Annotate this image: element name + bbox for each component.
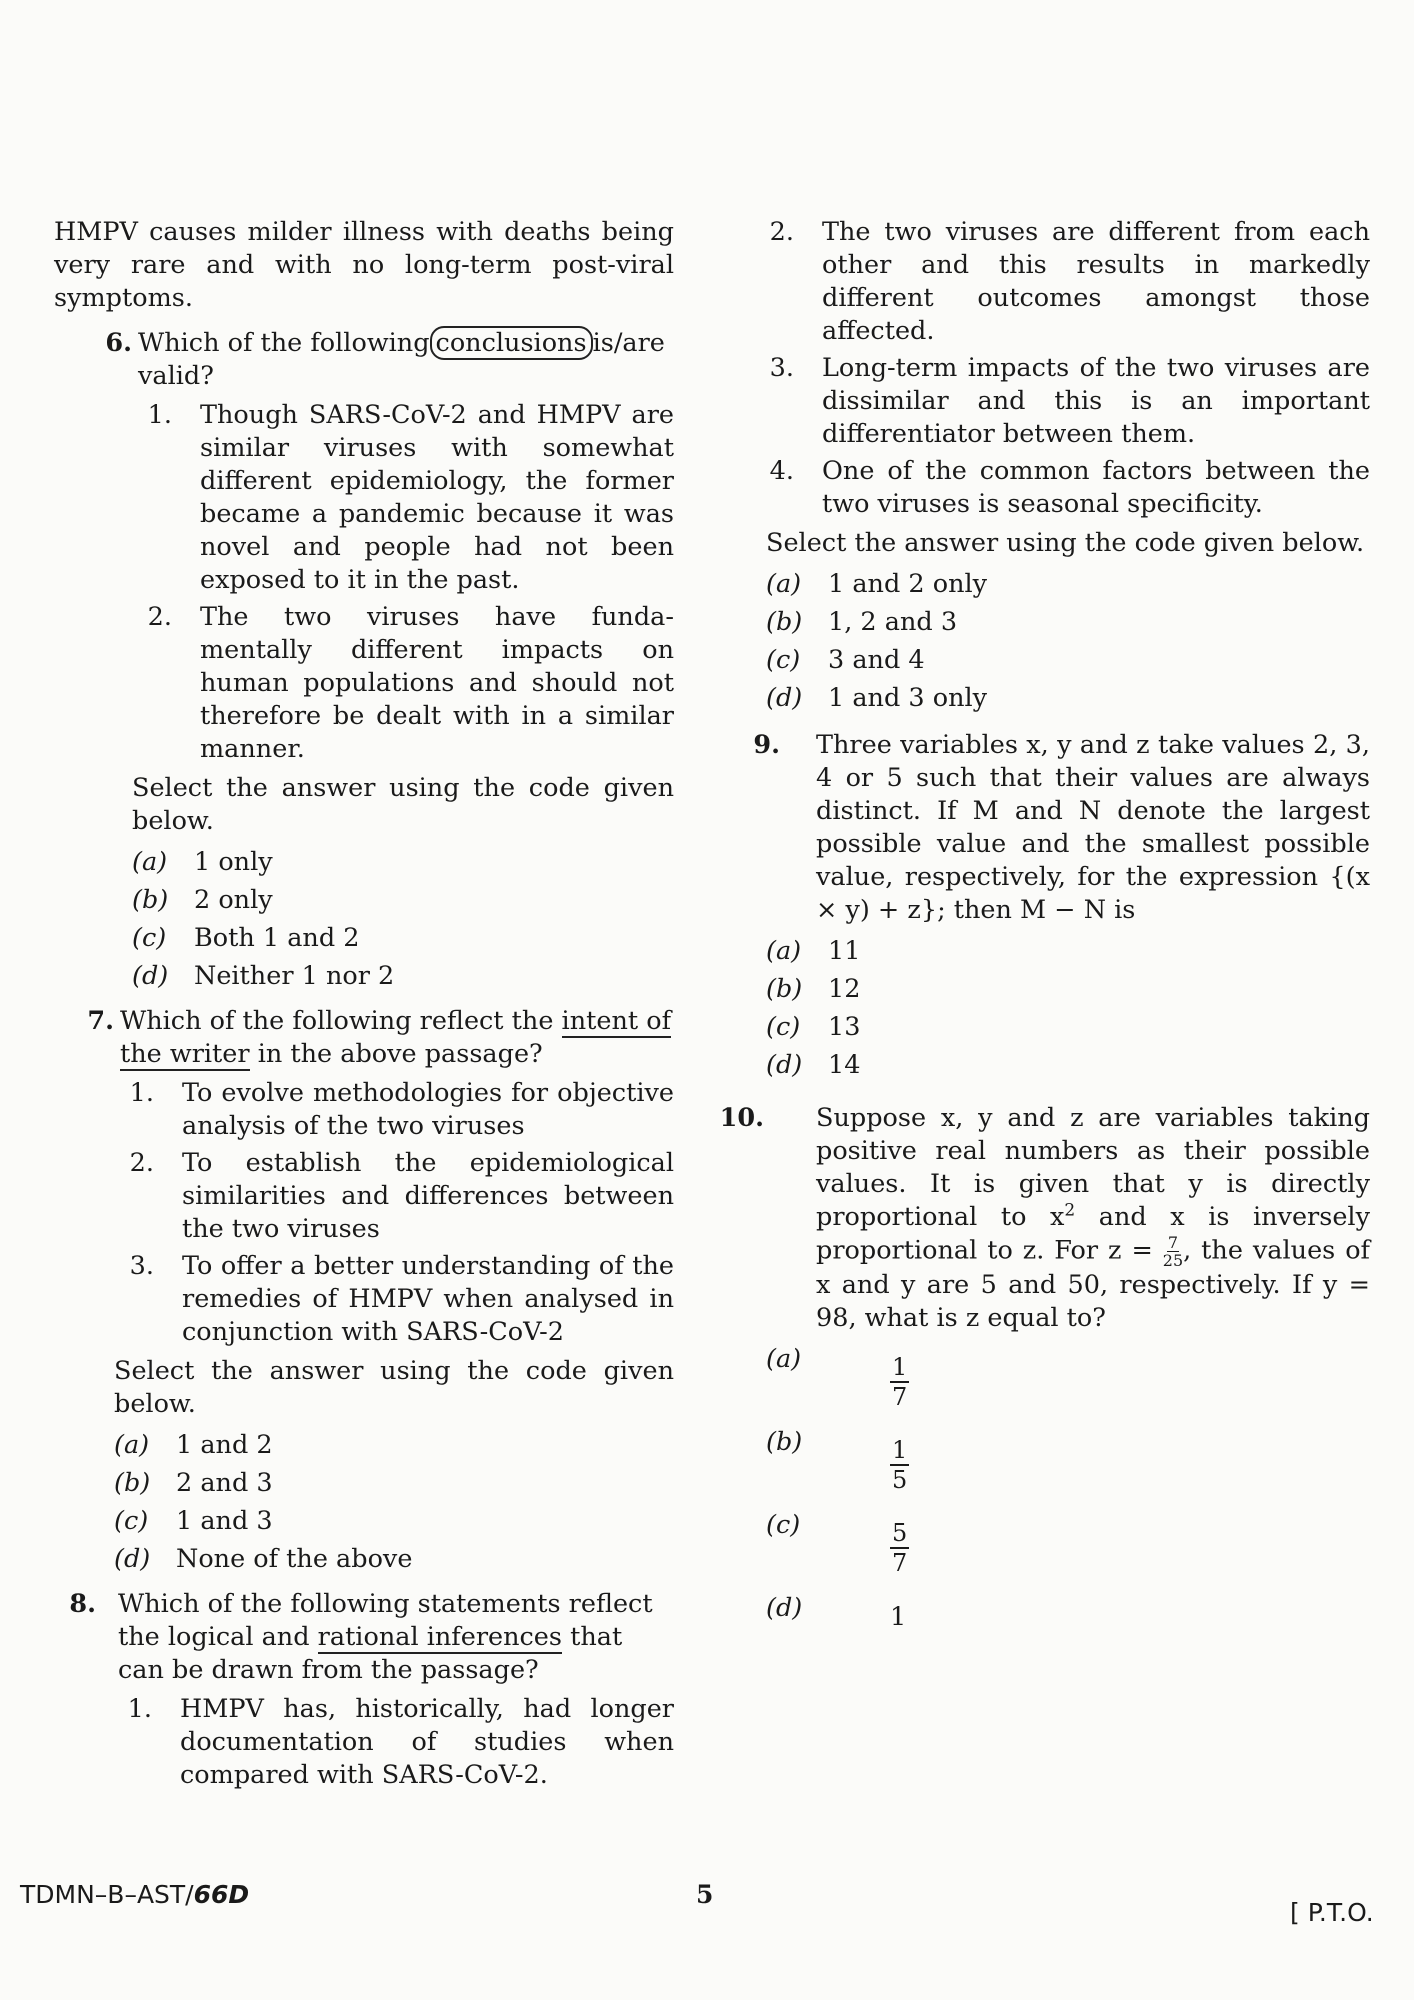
underlined-phrase: intent of the writer <box>120 1006 672 1069</box>
statement-list <box>118 1693 674 1792</box>
option[interactable]: (b) 2 and 3 <box>114 1468 273 1498</box>
option[interactable]: (c) 3 and 4 <box>766 645 925 675</box>
option[interactable]: (c) 1 and 3 <box>114 1506 273 1536</box>
statement: 2. The two viruses are different from each other and this results in markedly different outcomes amongst those affected. <box>769 217 1370 346</box>
question-10 <box>719 1102 1371 1642</box>
question-stem: Suppose x, y and z are variables taking positive real numbers as their possible values. It is given that y is directly proportional to $x^2$ and x is inversely proportional to z. For z = $\frac{7}{25}$ , the values of x and y are 5 and 50, respectively. If y = 98, what is z equal to? <box>816 1103 1371 1333</box>
right-column <box>719 216 1371 1647</box>
question-stem: Which of the following statements reflect the logical and rational inferences that can be drawn from the passage? <box>118 1589 653 1685</box>
option[interactable]: (d) 1 <box>766 1593 907 1632</box>
statement: 1. To evolve methodologies for objective analysis of the two viruses <box>129 1078 674 1141</box>
option[interactable]: (c) 13 <box>766 1012 861 1042</box>
statement: 2. The two viruses have funda-mentally different impacts on human populations and should not therefore be dealt with in a similar manner. <box>147 602 674 764</box>
option[interactable]: (b) 2 only <box>132 885 273 915</box>
booklet-code: TDMN–B–AST/66D <box>20 1880 250 1909</box>
question-6 <box>54 327 674 993</box>
option[interactable]: (b) 1, 2 and 3 <box>766 607 958 637</box>
statement: 3. Long-term impacts of the two viruses are dissimilar and this is an important differentiator between them. <box>769 353 1370 449</box>
statement-list-continued <box>760 216 1370 521</box>
fraction: $\frac{5}{7}$ <box>892 1519 908 1577</box>
question-8 <box>54 1588 674 1792</box>
question-number: 6. <box>105 328 132 358</box>
passage-continuation: HMPV causes milder illness with deaths being very rare and with no long-term post-viral symptoms. <box>54 217 674 313</box>
option[interactable]: (a) $\frac{1}{7}$ <box>766 1344 908 1411</box>
option-list <box>114 1429 674 1576</box>
z-fraction: $\frac{7}{25}$ <box>1162 1233 1184 1270</box>
question-number: 8. <box>69 1589 96 1619</box>
statement: 3. To offer a better understanding of the remedies of HMPV when analysed in conjunction with SARS-CoV-2 <box>129 1251 674 1347</box>
option[interactable]: (d) None of the above <box>114 1544 413 1574</box>
instruction: Select the answer using the code given below. <box>766 528 1365 558</box>
statement: 2. To establish the epidemiological similarities and differences between the two viruses <box>129 1148 674 1244</box>
question-7 <box>54 1005 674 1576</box>
page-number: 5 <box>696 1880 714 1909</box>
option[interactable]: (b) $\frac{1}{5}$ <box>766 1427 908 1494</box>
question-stem: Which of the following conclusions is/are valid? <box>138 328 665 391</box>
question-stem: Three variables x, y and z take values 2, 3, 4 or 5 such that their values are always distinct. If M and N denote the largest possible value and the smallest possible value, respectively, for the expression {(x × y) + z}; then M − N is <box>816 730 1370 925</box>
statement: 1. Though SARS-CoV-2 and HMPV are similar viruses with somewhat different epidemiology, the former became a pandemic because it was novel and people had not been exposed to it in the past. <box>147 400 674 595</box>
statement: 1. HMPV has, historically, had longer documentation of studies when compared with SARS-CoV-2. <box>127 1694 674 1790</box>
left-column <box>54 216 674 1796</box>
option[interactable]: (b) 12 <box>766 974 861 1004</box>
circled-word: conclusions <box>430 326 593 360</box>
option[interactable]: (c) Both 1 and 2 <box>132 923 360 953</box>
exponent: 2 <box>1064 1200 1076 1221</box>
statement: 4. One of the common factors between the two viruses is seasonal specificity. <box>769 456 1370 519</box>
question-number: 9. <box>753 730 780 760</box>
question-number: 7. <box>87 1006 114 1036</box>
option[interactable]: (d) 1 and 3 only <box>766 683 988 713</box>
option[interactable]: (d) 14 <box>766 1050 861 1080</box>
option-list <box>766 568 1370 715</box>
option[interactable]: (c) $\frac{5}{7}$ <box>766 1510 908 1577</box>
option[interactable]: (d) Neither 1 nor 2 <box>132 961 395 991</box>
question-9 <box>753 729 1370 1082</box>
option[interactable]: (a) 11 <box>766 936 861 966</box>
statement-list <box>120 1077 674 1349</box>
option-list <box>766 935 1370 1082</box>
option[interactable]: (a) 1 only <box>132 847 273 877</box>
instruction: Select the answer using the code given below. <box>132 773 674 836</box>
pto-label: [ P.T.O. <box>1290 1898 1374 1927</box>
option[interactable]: (a) 1 and 2 only <box>766 569 988 599</box>
statement-list <box>138 399 674 766</box>
instruction: Select the answer using the code given below. <box>114 1356 674 1419</box>
option[interactable]: (a) 1 and 2 <box>114 1430 273 1460</box>
question-stem: Which of the following reflect the intent of the writer in the above passage? <box>120 1006 672 1069</box>
option-list <box>766 1343 1370 1642</box>
option-list <box>132 846 674 993</box>
question-number: 10. <box>719 1103 764 1133</box>
fraction: $\frac{1}{5}$ <box>892 1436 908 1494</box>
underlined-phrase: rational inferences <box>317 1622 562 1652</box>
fraction: $\frac{1}{7}$ <box>892 1353 908 1411</box>
